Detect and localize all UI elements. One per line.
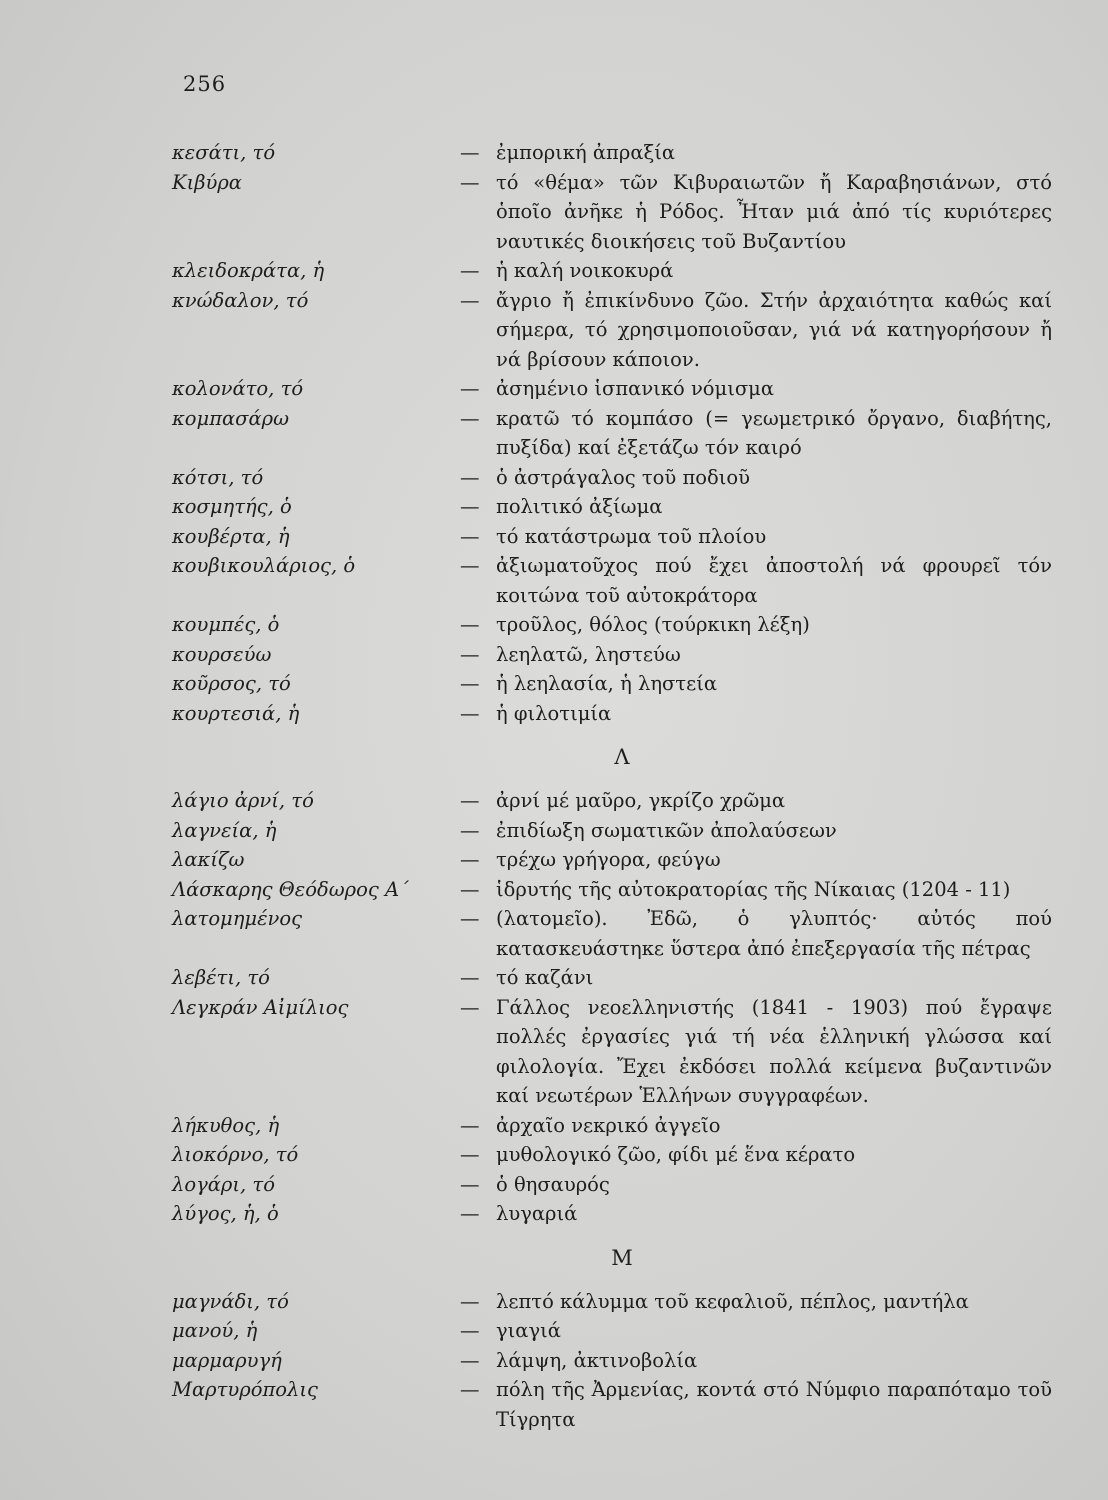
entry-dash: — <box>460 848 480 871</box>
entry-term: κουρσεύω <box>172 642 272 666</box>
entry-dash: — <box>460 1378 480 1401</box>
entry-definition: πόλη τῆς Ἀρμενίας, κοντά στό Νύμφιο παραπόταμο τοῦ Τίγρητα <box>496 1378 1052 1431</box>
entry-dash: — <box>460 554 480 577</box>
glossary-entry <box>172 522 1052 552</box>
entry-dash: — <box>460 259 480 282</box>
entry-dash: — <box>460 1348 480 1372</box>
entry-dash: — <box>460 406 480 430</box>
entry-definition: ἀρχαῖο νεκρικό ἀγγεῖο <box>496 1113 721 1137</box>
entry-term: Μαρτυρόπολις <box>172 1378 318 1401</box>
entry-definition: ἱδρυτής τῆς αὐτοκρατορίας τῆς Νίκαιας (1204 - 11) <box>496 877 1011 901</box>
entry-dash: — <box>460 966 480 989</box>
entry-term: κλειδοκράτα, ἡ <box>172 259 325 282</box>
glossary-section-kappa <box>172 138 1052 728</box>
entry-definition: λεπτό κάλυμμα τοῦ κεφαλιοῦ, πέπλος, μαντήλα <box>496 1289 969 1313</box>
glossary-entry <box>172 699 1052 729</box>
entry-term: λεβέτι, τό <box>172 966 270 989</box>
glossary-entry <box>172 1346 1052 1376</box>
entry-term: μαγνάδι, τό <box>172 1289 289 1313</box>
entry-term: κουμπές, ὁ <box>172 613 280 636</box>
entry-definition: λεηλατῶ, ληστεύω <box>496 642 681 666</box>
entry-dash: — <box>460 642 480 666</box>
glossary-entry <box>172 1375 1052 1434</box>
entry-term: λήκυθος, ἡ <box>172 1113 280 1137</box>
glossary-entry <box>172 463 1052 493</box>
glossary-entry <box>172 138 1052 168</box>
entry-dash: — <box>460 818 480 842</box>
glossary-entry <box>172 1199 1052 1229</box>
entry-definition: τό κατάστρωμα τοῦ πλοίου <box>496 524 767 548</box>
entry-definition: γιαγιά <box>496 1319 561 1342</box>
entry-dash: — <box>460 1289 480 1313</box>
entry-definition: τρέχω γρήγορα, φεύγω <box>496 848 721 871</box>
entry-definition: λυγαριά <box>496 1202 578 1225</box>
entry-dash: — <box>460 495 480 518</box>
entry-dash: — <box>460 995 480 1019</box>
entry-definition: τροῦλος, θόλος (τούρκικη λέξη) <box>496 613 810 636</box>
glossary-entry <box>172 845 1052 875</box>
entry-term: κουβικουλάριος, ὁ <box>172 554 356 577</box>
entry-definition: τό καζάνι <box>496 966 594 989</box>
page-number: 256 <box>183 72 227 96</box>
entry-term: Λάσκαρης Θεόδωρος Α΄ <box>172 877 409 901</box>
entry-term: κουρτεσιά, ἡ <box>172 701 300 725</box>
entry-term: Λεγκράν Αἰμίλιος <box>172 995 349 1019</box>
entry-definition: ἐμπορική ἀπραξία <box>496 141 676 164</box>
entry-dash: — <box>460 288 480 312</box>
entry-term: λογάρι, τό <box>172 1172 275 1196</box>
entry-definition: ἄγριο ἤ ἐπικίνδυνο ζῶο. Στήν ἀρχαιότητα καθώς καί σήμερα, τό χρησιμοποιοῦσαν, γιά νά κατηγορήσουν ἤ νά βρίσουν κάποιον. <box>496 288 1052 371</box>
entry-definition: ἀσημένιο ἱσπανικό νόμισμα <box>496 377 775 400</box>
entry-term: λατομημένος <box>172 907 303 930</box>
entry-definition: ἡ φιλοτιμία <box>496 701 612 725</box>
entry-dash: — <box>460 672 480 695</box>
entry-definition: ὁ ἀστράγαλος τοῦ ποδιοῦ <box>496 465 750 489</box>
entry-definition: ἐπιδίωξη σωματικῶν ἀπολαύσεων <box>496 818 837 842</box>
letter-heading-lambda: Λ <box>614 745 630 769</box>
entry-term: λακίζω <box>172 848 245 871</box>
letter-heading-mu: Μ <box>611 1245 633 1270</box>
entry-dash: — <box>460 524 480 548</box>
glossary-section-mu <box>172 1287 1052 1435</box>
glossary-entry <box>172 286 1052 375</box>
entry-definition: ἡ λεηλασία, ἡ ληστεία <box>496 672 718 695</box>
entry-term: κεσάτι, τό <box>172 141 276 164</box>
entry-definition: Γάλλος νεοελληνιστής (1841 - 1903) πού ἔγραψε πολλές ἐργασίες γιά τή νέα ἑλληνική γλώσσα καί φιλολογία. Ἔχει ἐκδόσει πολλά κείμενα βυζαντινῶν καί νεωτέρων Ἑλλήνων συγγραφέων. <box>496 995 1052 1107</box>
entry-dash: — <box>460 613 480 636</box>
entry-term: λαγνεία, ἡ <box>172 818 277 842</box>
entry-definition: ἡ καλή νοικοκυρά <box>496 259 674 282</box>
glossary-entry <box>172 640 1052 670</box>
entry-term: λύγος, ἡ, ὁ <box>172 1202 279 1225</box>
entry-definition: ἀξιωματοῦχος πού ἔχει ἀποστολή νά φρουρεῖ τόν κοιτώνα τοῦ αὐτοκράτορα <box>496 554 1052 607</box>
glossary-entry <box>172 374 1052 404</box>
glossary-entry <box>172 1287 1052 1317</box>
entry-dash: — <box>460 1202 480 1225</box>
entry-definition: (λατομεῖο). Ἐδῶ, ὁ γλυπτός· αὐτός πού κατασκευάστηκε ὕστερα ἀπό ἐπεξεργασία τῆς πέτρας <box>496 907 1052 960</box>
entry-dash: — <box>460 377 480 400</box>
entry-definition: ὁ θησαυρός <box>496 1172 610 1196</box>
glossary <box>172 138 1052 1434</box>
glossary-entry <box>172 993 1052 1111</box>
entry-term: κομπασάρω <box>172 406 290 430</box>
entry-term: μανού, ἡ <box>172 1319 258 1342</box>
glossary-entry <box>172 816 1052 846</box>
entry-definition: ἀρνί μέ μαῦρο, γκρίζο χρῶμα <box>496 789 786 812</box>
entry-term: κοσμητής, ὁ <box>172 495 292 518</box>
entry-definition: τό «θέμα» τῶν Κιβυραιωτῶν ἤ Καραβησιάνων, στό ὁποῖο ἀνῆκε ἡ Ρόδος. Ἦταν μιά ἀπό τίς κυριότερες ναυτικές διοικήσεις τοῦ Βυζαντίου <box>496 170 1052 253</box>
entry-dash: — <box>460 1319 480 1342</box>
glossary-entry <box>172 1111 1052 1141</box>
glossary-entry <box>172 492 1052 522</box>
entry-term: λιοκόρνο, τό <box>172 1143 299 1166</box>
glossary-entry <box>172 1140 1052 1170</box>
entry-dash: — <box>460 1113 480 1137</box>
entry-term: κοῦρσος, τό <box>172 672 291 695</box>
glossary-entry <box>172 168 1052 257</box>
entry-dash: — <box>460 789 480 812</box>
glossary-entry <box>172 904 1052 963</box>
entry-term: κουβέρτα, ἡ <box>172 524 290 548</box>
entry-term: μαρμαρυγή <box>172 1348 282 1372</box>
entry-term: λάγιο ἀρνί, τό <box>172 789 314 812</box>
entry-dash: — <box>460 877 480 901</box>
entry-dash: — <box>460 1172 480 1196</box>
glossary-section-lambda <box>172 786 1052 1229</box>
glossary-entry <box>172 875 1052 905</box>
glossary-entry <box>172 404 1052 463</box>
entry-definition: κρατῶ τό κομπάσο (= γεωμετρικό ὄργανο, διαβήτης, πυξίδα) καί ἐξετάζω τόν καιρό <box>496 406 1052 459</box>
entry-term: κολονάτο, τό <box>172 377 304 400</box>
glossary-entry <box>172 1316 1052 1346</box>
entry-definition: λάμψη, ἀκτινοβολία <box>496 1348 698 1372</box>
entry-dash: — <box>460 701 480 725</box>
glossary-entry <box>172 963 1052 993</box>
entry-dash: — <box>460 465 480 489</box>
glossary-entry <box>172 669 1052 699</box>
entry-term: κνώδαλον, τό <box>172 288 309 312</box>
glossary-entry <box>172 551 1052 610</box>
entry-dash: — <box>460 170 480 194</box>
entry-dash: — <box>460 141 480 164</box>
entry-dash: — <box>460 907 480 930</box>
entry-definition: πολιτικό ἀξίωμα <box>496 495 663 518</box>
entry-term: κότσι, τό <box>172 465 264 489</box>
glossary-entry <box>172 1170 1052 1200</box>
glossary-entry <box>172 610 1052 640</box>
entry-dash: — <box>460 1143 480 1166</box>
glossary-entry <box>172 786 1052 816</box>
glossary-entry <box>172 256 1052 286</box>
entry-term: Κιβύρα <box>172 170 242 194</box>
entry-definition: μυθολογικό ζῶο, φίδι μέ ἕνα κέρατο <box>496 1143 856 1166</box>
